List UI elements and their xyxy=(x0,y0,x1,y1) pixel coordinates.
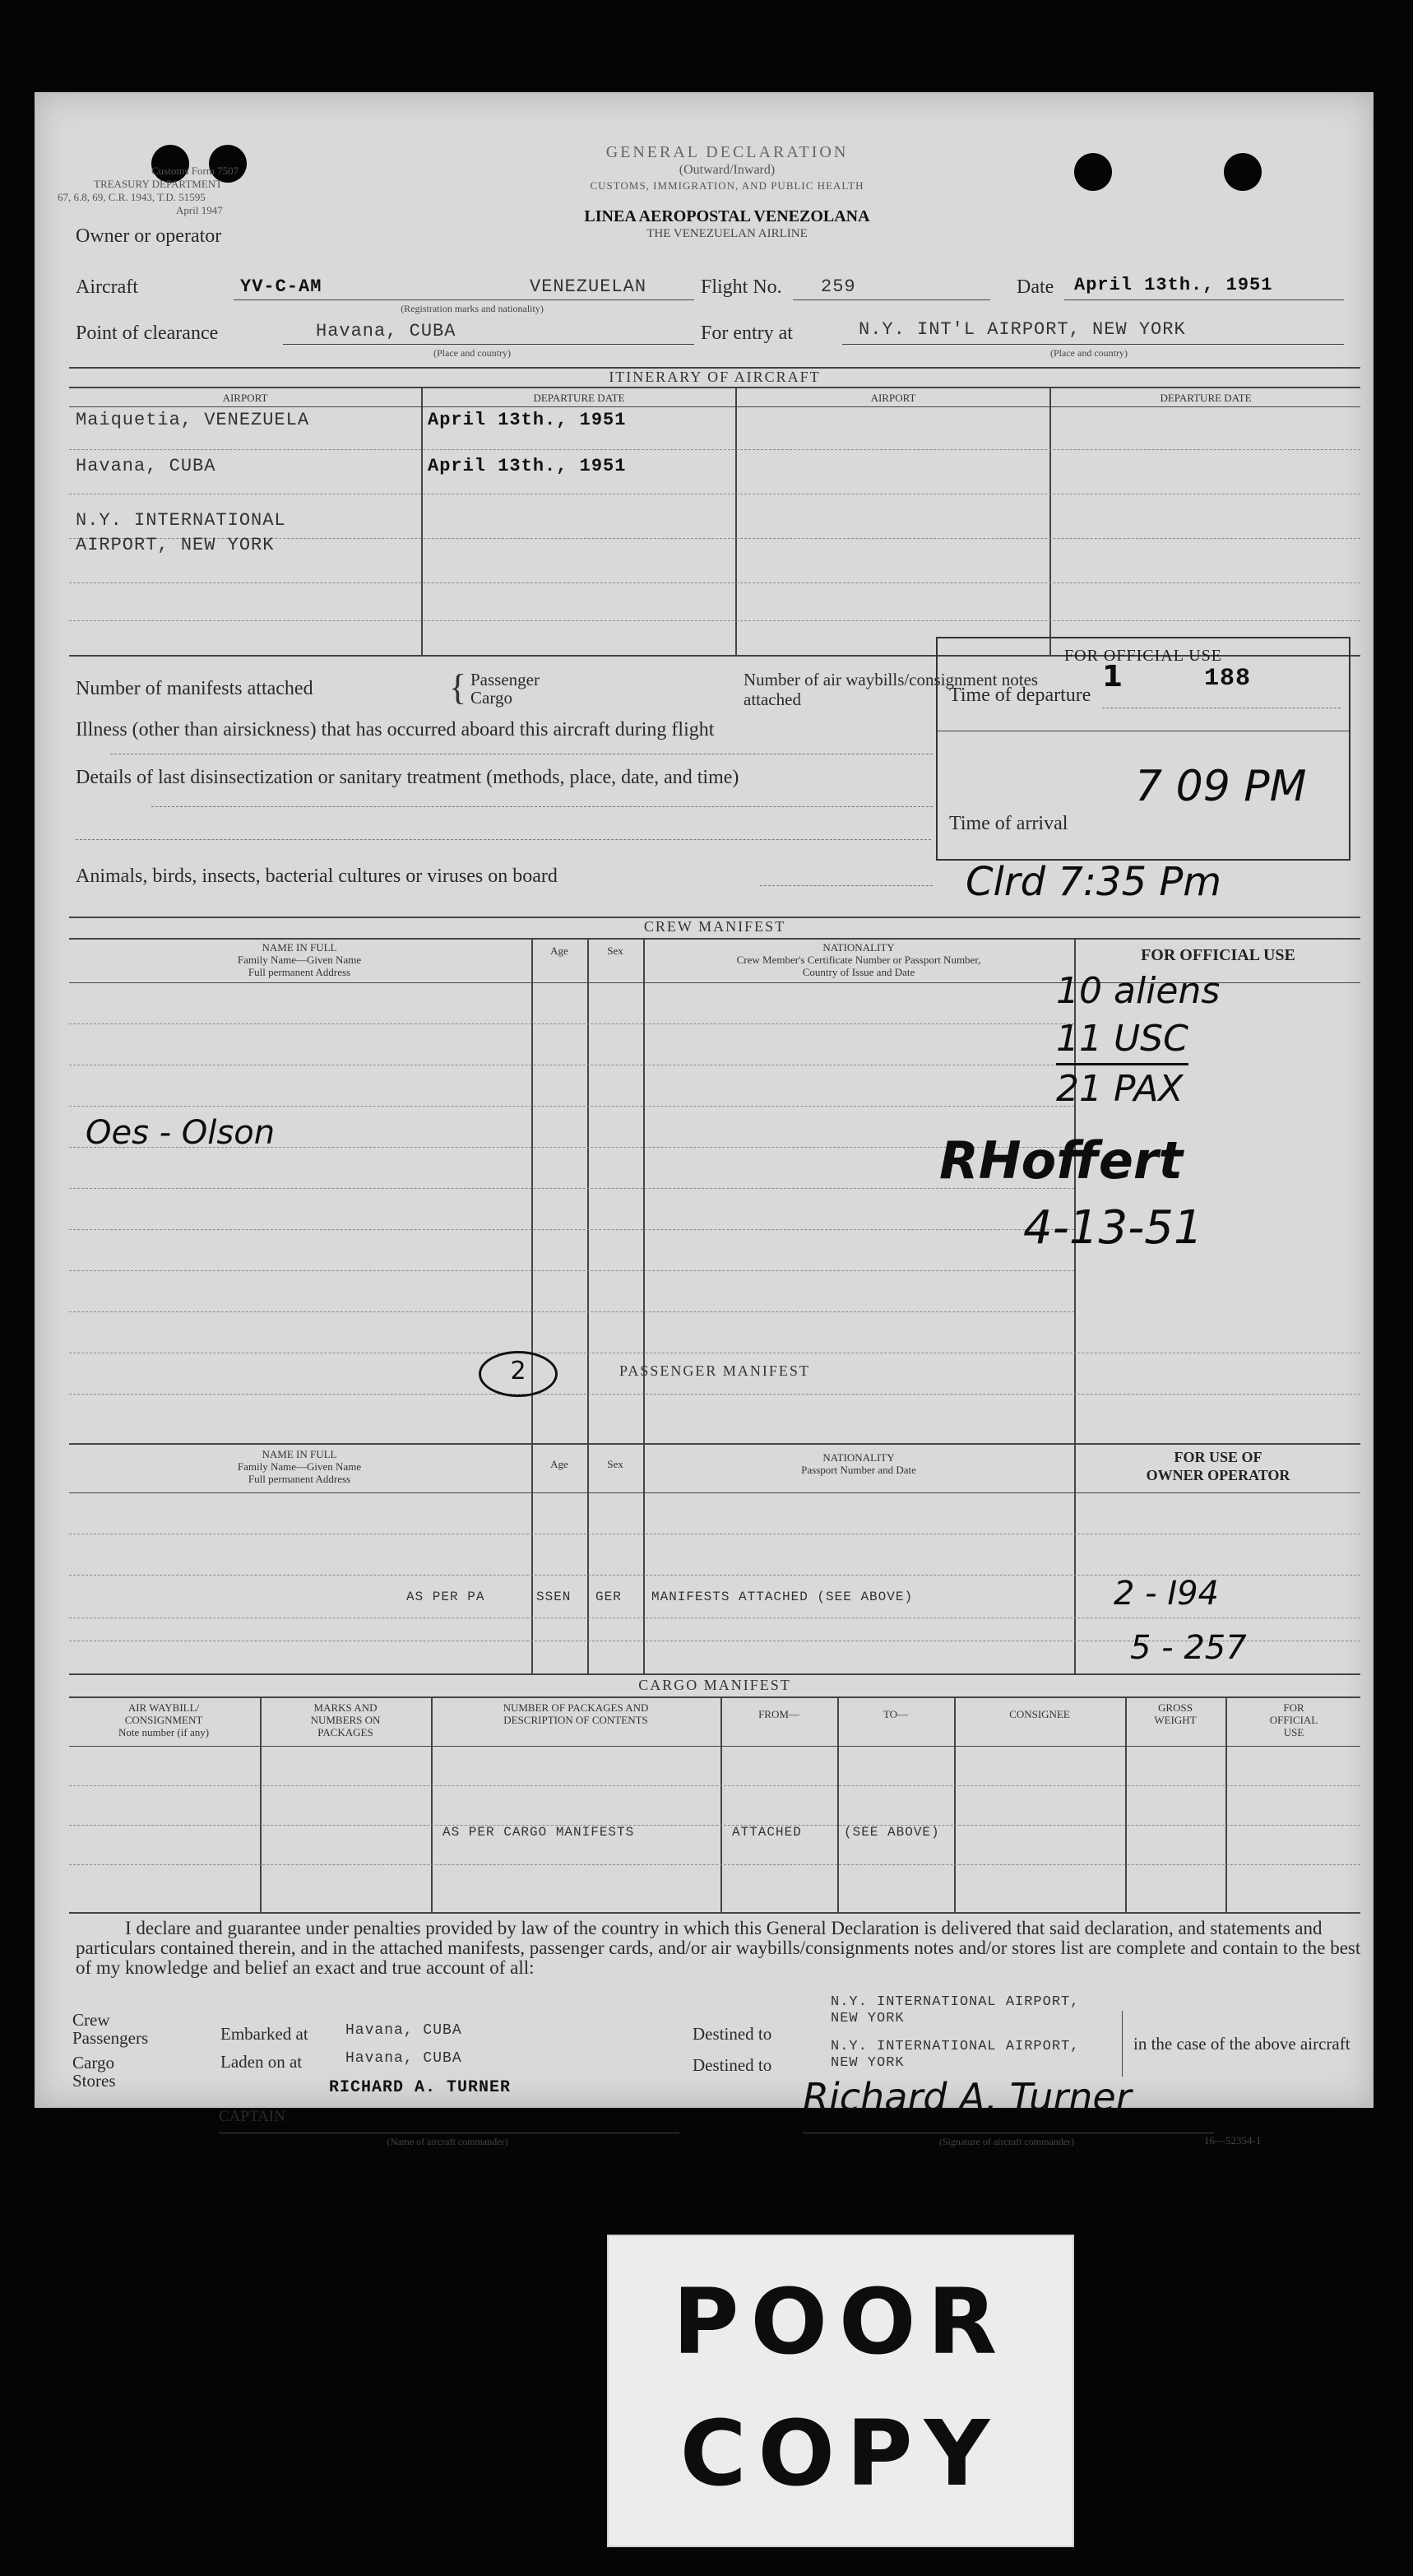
departure-label: Time of departure xyxy=(949,685,1091,706)
tally-aliens: 10 aliens xyxy=(1056,970,1221,1012)
form-title: GENERAL DECLARATION xyxy=(605,143,849,161)
laden-place: Havana, CUBA xyxy=(345,2050,462,2067)
crew-handwritten-name: Oes - Olson xyxy=(86,1114,276,1152)
passenger-manifest-title: PASSENGER MANIFEST xyxy=(619,1362,810,1379)
entry-point: N.Y. INT'L AIRPORT, NEW YORK xyxy=(859,319,1186,340)
cargo-manifest-title: CARGO MANIFEST xyxy=(638,1677,791,1693)
crew-tally xyxy=(1056,968,1220,1113)
clearance-label: Point of clearance xyxy=(76,323,219,344)
destination-1: N.Y. INTERNATIONAL AIRPORT, NEW YORK xyxy=(831,1994,1080,2026)
tally-usc: 11 USC xyxy=(1056,1015,1188,1065)
crew-manifest-title: CREW MANIFEST xyxy=(643,918,786,935)
brace-icon: { xyxy=(449,667,467,708)
destined-label-1: Destined to xyxy=(693,2024,772,2044)
entry-label: For entry at xyxy=(701,323,793,344)
destination-2: N.Y. INTERNATIONAL AIRPORT, NEW YORK xyxy=(831,2039,1080,2071)
passenger-row-sex: GER xyxy=(595,1590,622,1604)
crew-age-header: Age xyxy=(550,945,568,957)
manifests-label: Number of manifests attached xyxy=(76,678,313,699)
passenger-nationality-header: NATIONALITY Passport Number and Date xyxy=(801,1451,916,1476)
passenger-note-2: 5 - 257 xyxy=(1130,1629,1247,1667)
illness-question: Illness (other than airsickness) that has occurred aboard this aircraft during flight xyxy=(76,719,715,740)
stamp-line-2: COPY xyxy=(679,2401,1002,2506)
crew-official-header: FOR OFFICIAL USE xyxy=(1141,946,1295,964)
punch-hole-icon xyxy=(1224,153,1262,191)
category-passengers: Passengers xyxy=(72,2028,149,2048)
cargo-header-marks: MARKS AND NUMBERS ON PACKAGES xyxy=(310,1701,381,1738)
captain-label: CAPTAIN xyxy=(219,2108,285,2125)
disinsect-question: Details of last disinsectization or sanitary treatment (methods, place, date, and time) xyxy=(76,767,739,788)
waybills-label: Number of air waybills/consignment notes attached xyxy=(744,670,1039,709)
dept-name: TREASURY DEPARTMENT xyxy=(94,178,223,190)
stamp-line-1: POOR xyxy=(672,2269,1009,2374)
aircraft-nationality: VENEZUELAN xyxy=(530,276,647,297)
passenger-age-header: Age xyxy=(550,1458,568,1470)
aircraft-label: Aircraft xyxy=(76,276,138,298)
itinerary-title: ITINERARY OF AIRCRAFT xyxy=(609,369,821,385)
form-code: 16—52354-1 xyxy=(1204,2134,1262,2147)
tally-pax: 21 PAX xyxy=(1056,1068,1184,1110)
passenger-name-header: NAME IN FULL Family Name—Given Name Full permanent Address xyxy=(237,1448,362,1485)
crew-sex-header: Sex xyxy=(607,945,623,957)
laden-label: Laden on at xyxy=(220,2052,303,2072)
form-subtitle: (Outward/Inward) xyxy=(679,163,776,177)
destined-label-2: Destined to xyxy=(693,2055,772,2075)
entry-caption: (Place and country) xyxy=(1050,347,1128,359)
arrival-time-handwritten: 7 09 PM xyxy=(1135,762,1307,811)
itinerary-date-2: April 13th., 1951 xyxy=(428,456,627,476)
punch-hole-icon xyxy=(1074,153,1112,191)
cargo-header-official: FOR OFFICIAL USE xyxy=(1269,1701,1318,1738)
circled-count-value: 2 xyxy=(510,1357,526,1385)
form-date: April 1947 xyxy=(176,204,223,216)
captain-signature: Richard A. Turner xyxy=(803,2075,1132,2119)
cargo-header-to: TO— xyxy=(883,1708,909,1720)
cargo-row-from: ATTACHED xyxy=(732,1825,802,1840)
arrival-label: Time of arrival xyxy=(949,813,1068,834)
itinerary-airport-2: Havana, CUBA xyxy=(76,456,216,476)
form-regs: 67, 6.8, 69, C.R. 1943, T.D. 51595 xyxy=(58,191,206,203)
flight-no-label: Flight No. xyxy=(701,276,782,298)
declaration-form xyxy=(35,92,1374,2147)
declaration-text: I declare and guarantee under penalties provided by law of the country in which this General Declaration is delivered that said declaration, and statements and particulars contained therein, and in the attached manifests, passenger cards, and/or air waybills/consignments notes and/or stores list are complete and contain to the best of my knowledge and belief an exact and true account of all: xyxy=(76,1918,1361,1978)
flight-number: 259 xyxy=(821,276,856,297)
official-use-title: FOR OFFICIAL USE xyxy=(1064,647,1222,665)
passenger-sex-header: Sex xyxy=(607,1458,623,1470)
commander-caption: (Name of aircraft commander) xyxy=(387,2136,508,2147)
form-agencies: CUSTOMS, IMMIGRATION, AND PUBLIC HEALTH xyxy=(590,179,864,192)
itinerary-airport-3: N.Y. INTERNATIONAL AIRPORT, NEW YORK xyxy=(76,510,286,555)
inspector-signature-date: 4-13-51 xyxy=(1023,1201,1203,1255)
itinerary-date-1: April 13th., 1951 xyxy=(428,410,627,430)
poor-copy-stamp xyxy=(607,2235,1074,2547)
category-cargo: Cargo xyxy=(72,2053,114,2072)
crew-name-header: NAME IN FULL Family Name—Given Name Full permanent Address xyxy=(237,941,362,978)
category-stores: Stores xyxy=(72,2071,116,2091)
embarked-place: Havana, CUBA xyxy=(345,2022,462,2039)
itinerary-header-date: DEPARTURE DATE xyxy=(533,392,625,404)
waybills-count-handwritten: 1 xyxy=(1102,660,1123,694)
inspector-signature: RHoffert xyxy=(939,1130,1184,1191)
signature-caption: (Signature of aircraft commander) xyxy=(938,2136,1075,2147)
owner-label: Owner or operator xyxy=(76,225,222,247)
cargo-header-packages: NUMBER OF PACKAGES AND DESCRIPTION OF CONTENTS xyxy=(503,1701,649,1726)
cargo-header-consignee: CONSIGNEE xyxy=(1009,1708,1070,1720)
flight-date: April 13th., 1951 xyxy=(1074,275,1273,295)
waybills-count: 188 xyxy=(1204,665,1252,693)
form-number: Customs Form 7507 xyxy=(151,165,239,177)
category-crew: Crew xyxy=(72,2010,110,2030)
date-label: Date xyxy=(1017,276,1054,298)
passenger-row-name: AS PER PA xyxy=(406,1590,485,1604)
itinerary-header-airport: AIRPORT xyxy=(222,392,268,404)
manifest-passenger-label: Passenger xyxy=(470,670,540,689)
cargo-header-from: FROM— xyxy=(758,1708,799,1720)
itinerary-header-airport-2: AIRPORT xyxy=(870,392,916,404)
aircraft-registration: YV-C-AM xyxy=(240,276,322,297)
animals-question: Animals, birds, insects, bacterial cultures or viruses on board xyxy=(76,866,558,887)
airline-name: LINEA AEROPOSTAL VENEZOLANA xyxy=(584,207,870,225)
registration-caption: (Registration marks and nationality) xyxy=(401,303,544,314)
passenger-note-1: 2 - I94 xyxy=(1114,1575,1220,1613)
cargo-header-waybill: AIR WAYBILL/ CONSIGNMENT Note number (if any) xyxy=(118,1701,210,1738)
cleared-time-handwritten: Clrd 7:35 Pm xyxy=(966,859,1222,905)
cargo-row-packages: AS PER CARGO MANIFESTS xyxy=(442,1825,635,1840)
passenger-owner-header: FOR USE OF OWNER OPERATOR xyxy=(1146,1449,1290,1483)
manifest-cargo-label: Cargo xyxy=(470,688,512,708)
point-of-clearance: Havana, CUBA xyxy=(316,321,456,341)
itinerary-header-date-2: DEPARTURE DATE xyxy=(1160,392,1252,404)
commander-name: RICHARD A. TURNER xyxy=(329,2078,512,2097)
case-note: in the case of the above aircraft xyxy=(1133,2034,1350,2054)
airline-name-en: THE VENEZUELAN AIRLINE xyxy=(646,227,808,240)
declaration-categories xyxy=(72,2011,148,2090)
embarked-label: Embarked at xyxy=(220,2024,308,2044)
cargo-row-to: (SEE ABOVE) xyxy=(844,1825,940,1840)
crew-nationality-header: NATIONALITY Crew Member's Certificate Number or Passport Number, Country of Issue and Date xyxy=(736,941,981,978)
official-use-box xyxy=(936,637,1350,861)
passenger-row-nationality: MANIFESTS ATTACHED (SEE ABOVE) xyxy=(651,1590,914,1604)
passenger-row-age: SSEN xyxy=(536,1590,572,1604)
cargo-header-weight: GROSS WEIGHT xyxy=(1154,1701,1197,1726)
clearance-caption: (Place and country) xyxy=(433,347,511,359)
itinerary-airport-1: Maiquetia, VENEZUELA xyxy=(76,410,310,430)
